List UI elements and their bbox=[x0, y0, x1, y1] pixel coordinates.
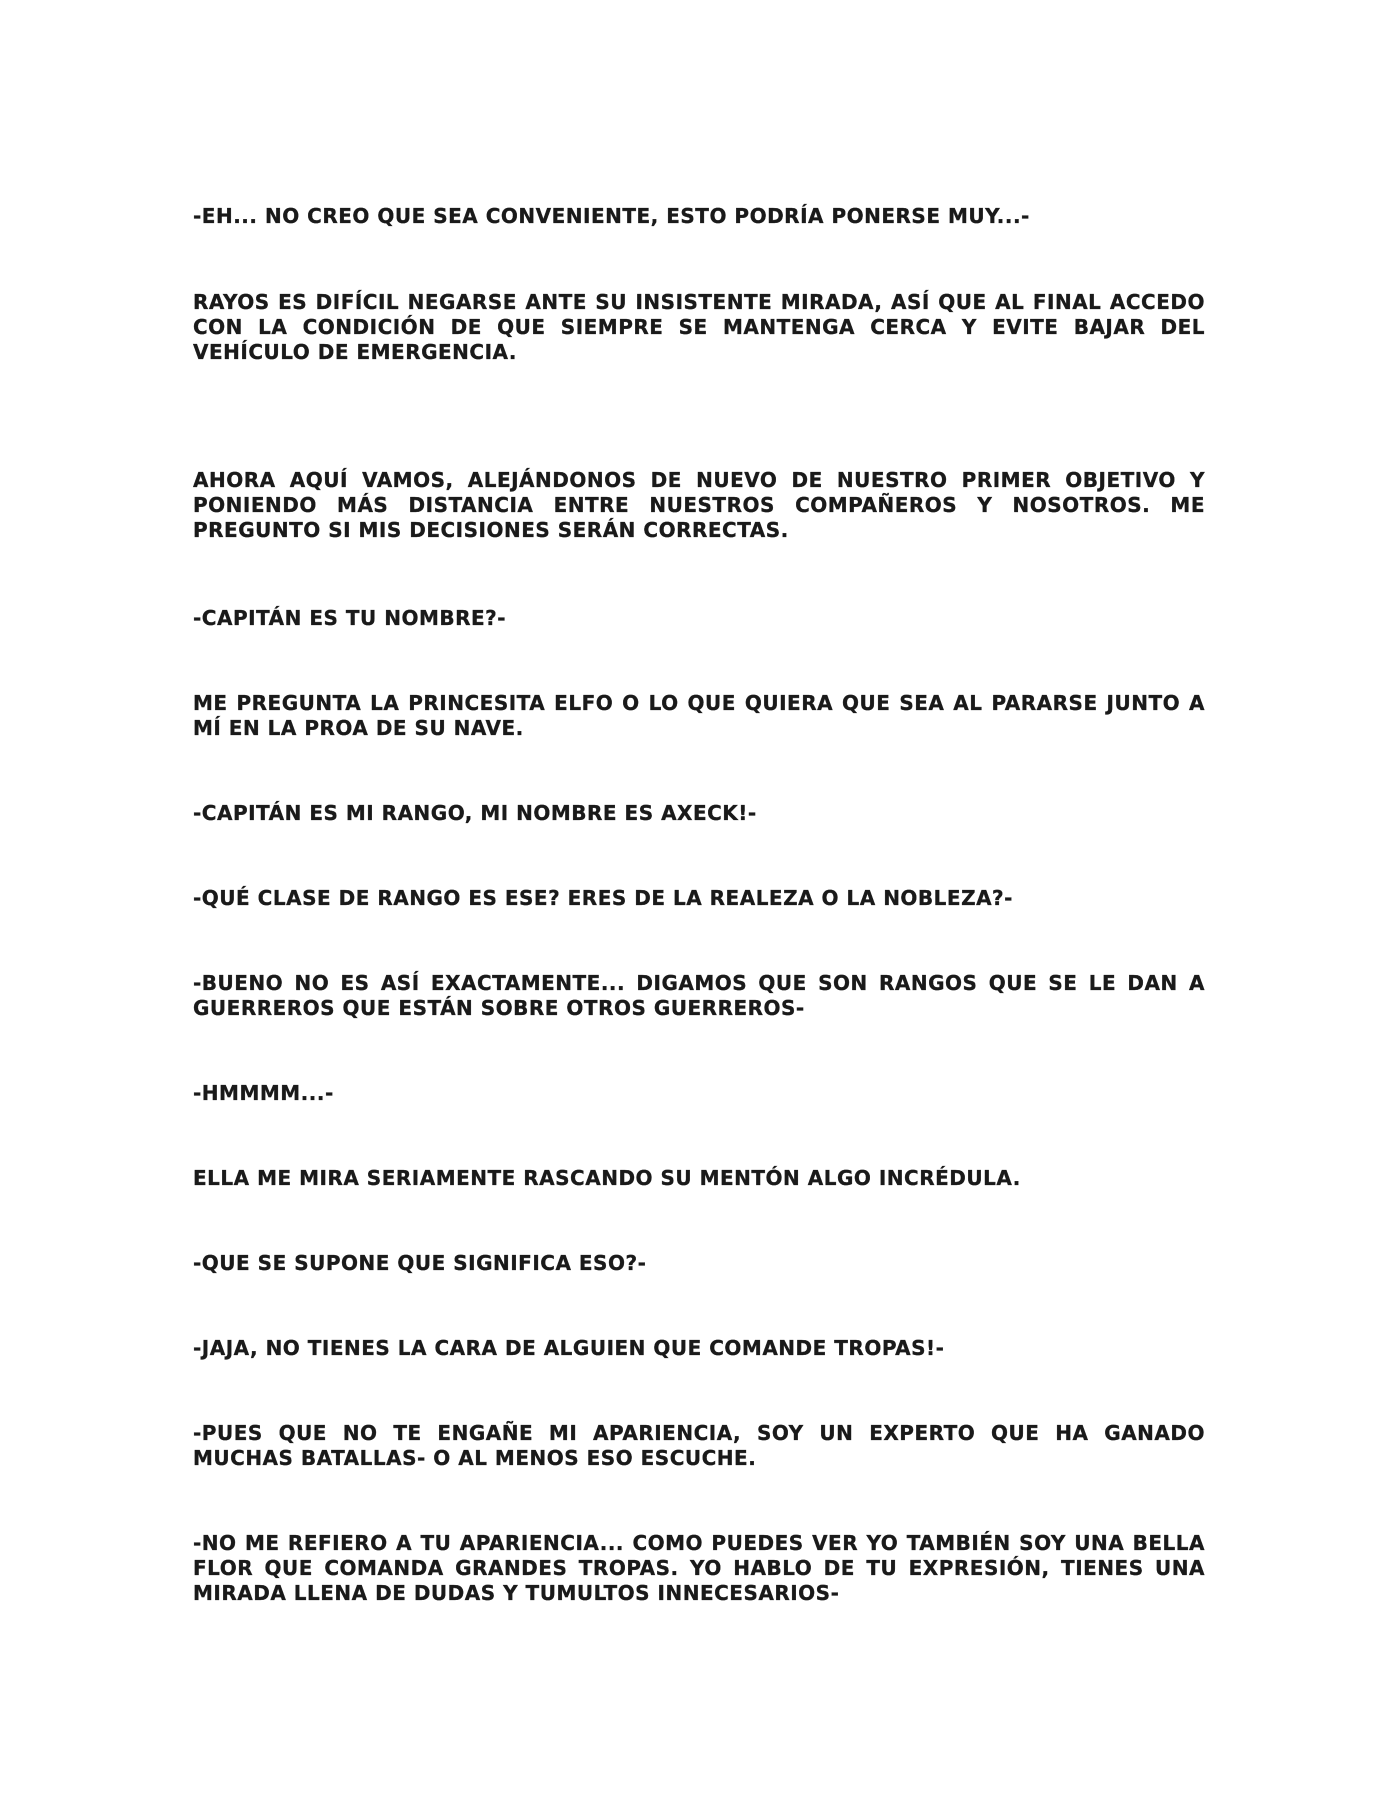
paragraph: ME PREGUNTA LA PRINCESITA ELFO O LO QUE QUIERA QUE SEA AL PARARSE JUNTO A MÍ EN LA PROA DE SU NAVE. bbox=[193, 691, 1205, 740]
paragraph: AHORA AQUÍ VAMOS, ALEJÁNDONOS DE NUEVO DE NUESTRO PRIMER OBJETIVO Y PONIENDO MÁS DISTANCIA ENTRE NUESTROS COMPAÑEROS Y NOSOTROS. ME PREGUNTO SI MIS DECISIONES SERÁN CORRECTAS. bbox=[193, 468, 1205, 542]
paragraph: -JAJA, NO TIENES LA CARA DE ALGUIEN QUE COMANDE TROPAS!- bbox=[193, 1336, 945, 1360]
paragraph: ELLA ME MIRA SERIAMENTE RASCANDO SU MENTÓN ALGO INCRÉDULA. bbox=[193, 1166, 1021, 1190]
paragraph: -PUES QUE NO TE ENGAÑE MI APARIENCIA, SOY UN EXPERTO QUE HA GANADO MUCHAS BATALLAS- O AL MENOS ESO ESCUCHE. bbox=[193, 1421, 1205, 1470]
paragraph: -CAPITÁN ES TU NOMBRE?- bbox=[193, 606, 507, 630]
paragraph: -EH... NO CREO QUE SEA CONVENIENTE, ESTO PODRÍA PONERSE MUY...- bbox=[193, 204, 1030, 228]
paragraph: -QUE SE SUPONE QUE SIGNIFICA ESO?- bbox=[193, 1251, 647, 1275]
paragraph: -CAPITÁN ES MI RANGO, MI NOMBRE ES AXECK!- bbox=[193, 801, 757, 825]
paragraph: -NO ME REFIERO A TU APARIENCIA... COMO PUEDES VER YO TAMBIÉN SOY UNA BELLA FLOR QUE COMANDA GRANDES TROPAS. YO HABLO DE TU EXPRESIÓN, TIENES UNA MIRADA LLENA DE DUDAS Y TUMULTOS INNECESARIOS- bbox=[193, 1531, 1205, 1605]
paragraph: -BUENO NO ES ASÍ EXACTAMENTE... DIGAMOS QUE SON RANGOS QUE SE LE DAN A GUERREROS QUE ESTÁN SOBRE OTROS GUERREROS- bbox=[193, 971, 1205, 1020]
paragraph: RAYOS ES DIFÍCIL NEGARSE ANTE SU INSISTENTE MIRADA, ASÍ QUE AL FINAL ACCEDO CON LA CONDICIÓN DE QUE SIEMPRE SE MANTENGA CERCA Y EVITE BAJAR DEL VEHÍCULO DE EMERGENCIA. bbox=[193, 290, 1205, 364]
paragraph: -HMMMM...- bbox=[193, 1081, 334, 1105]
paragraph: -QUÉ CLASE DE RANGO ES ESE? ERES DE LA REALEZA O LA NOBLEZA?- bbox=[193, 886, 1013, 910]
